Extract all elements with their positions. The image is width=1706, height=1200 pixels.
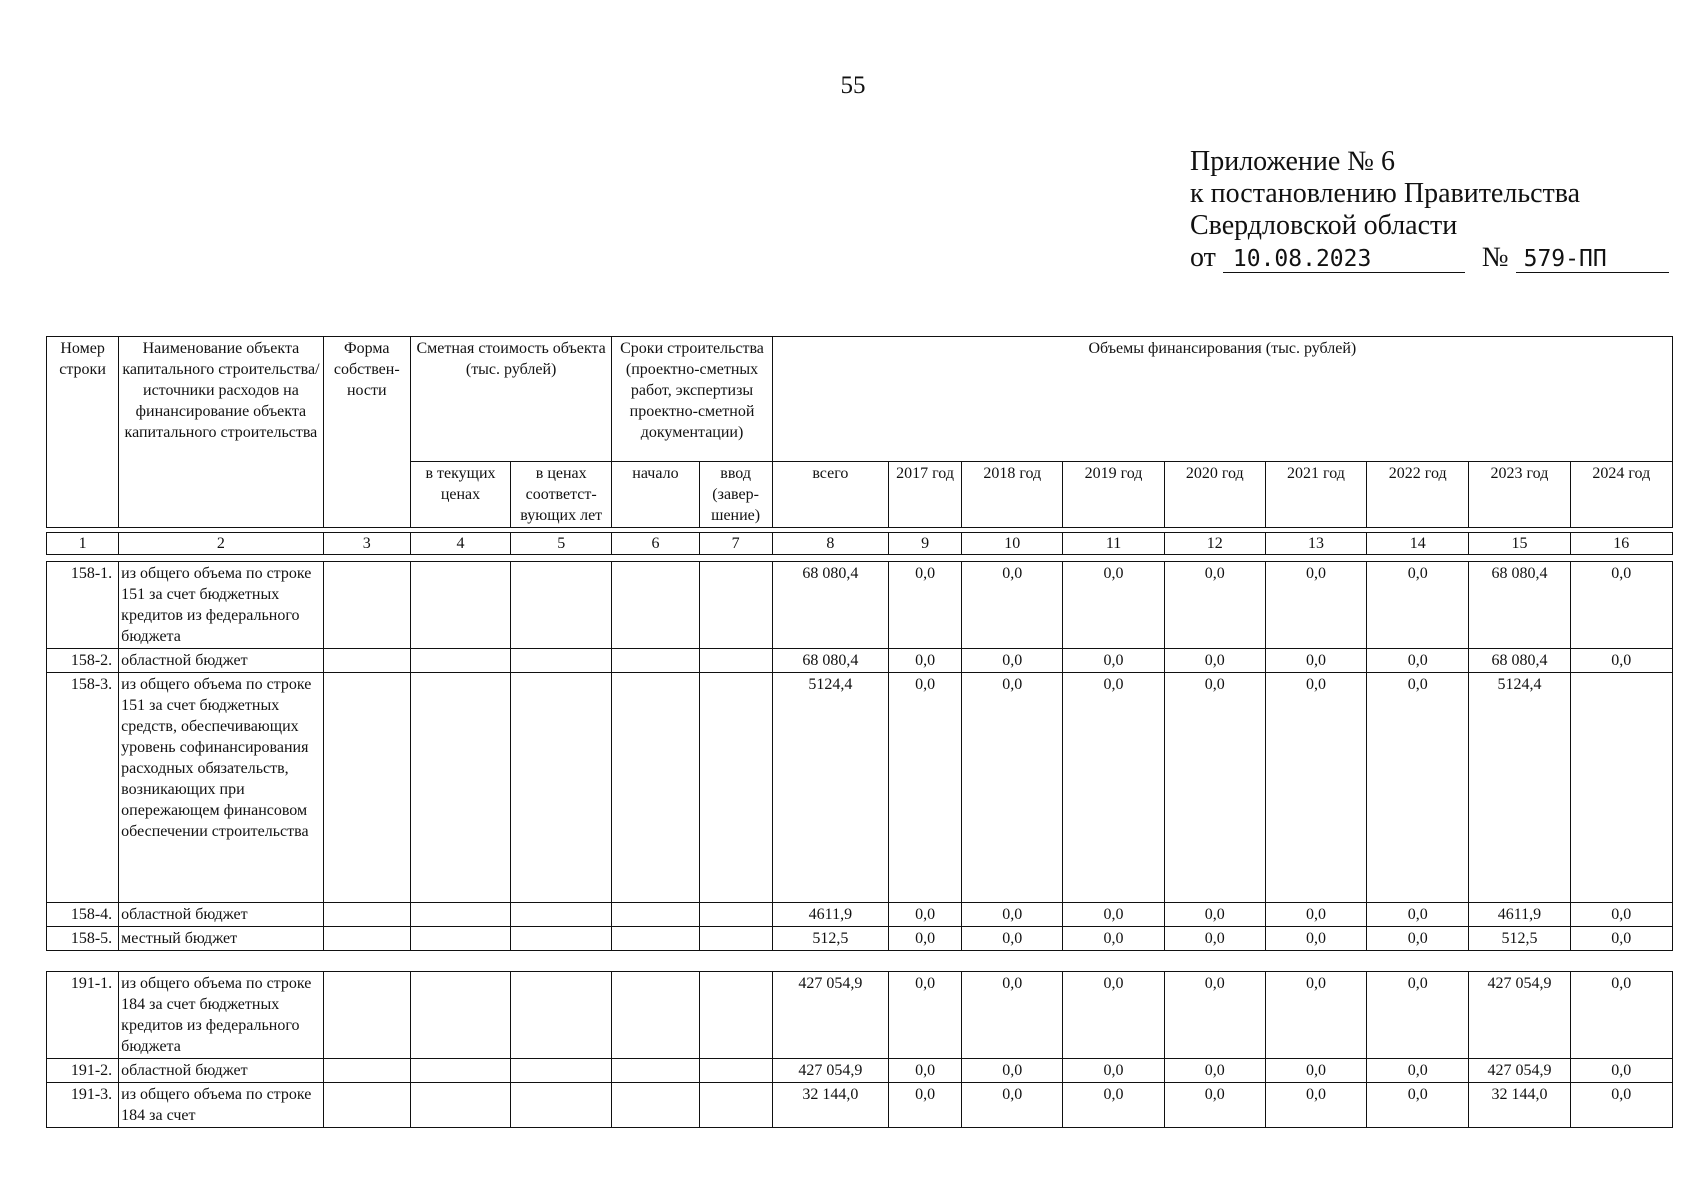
- empty-cell: [699, 972, 772, 1059]
- table-row: [47, 972, 1673, 1059]
- header-year-2017: 2017 год: [888, 462, 961, 528]
- empty-cell: [699, 903, 772, 927]
- column-number: 9: [889, 533, 962, 555]
- row-year-value: 0,0: [1063, 927, 1164, 951]
- row-year-value: 0,0: [1570, 1059, 1672, 1083]
- header-object-name: Наименование объекта капитального строительства/источники расходов на финансирование объекта капитального строительства: [119, 337, 323, 528]
- row-year-value: 0,0: [1570, 649, 1672, 673]
- empty-cell: [612, 972, 699, 1059]
- header-year-2021: 2021 год: [1265, 462, 1366, 528]
- appendix-date-line: [1190, 242, 1669, 274]
- header-row-number: Номер строки: [47, 337, 119, 528]
- row-year-value: 0,0: [889, 903, 962, 927]
- column-number: 14: [1367, 533, 1469, 555]
- column-number: 7: [699, 533, 772, 555]
- row-year-value: 0,0: [1164, 903, 1265, 927]
- row-year-value: 0,0: [1265, 673, 1366, 903]
- empty-cell: [410, 562, 510, 649]
- empty-cell: [410, 903, 510, 927]
- empty-cell: [410, 1083, 510, 1128]
- row-name: областной бюджет: [119, 649, 324, 673]
- empty-cell: [511, 673, 612, 903]
- row-year-value: 0,0: [1367, 903, 1469, 927]
- row-year-value: 0,0: [1063, 649, 1164, 673]
- header-cost: Сметная стоимость объекта (тыс. рублей): [410, 337, 611, 462]
- header-year-2019: 2019 год: [1063, 462, 1164, 528]
- empty-cell: [511, 903, 612, 927]
- row-name: из общего объема по строке 151 за счет бюджетных средств, обеспечивающих уровень софинансирования расходных обязательств, возникающих при опережающем финансовом обеспечении строительства: [119, 673, 324, 903]
- row-total: 5124,4: [772, 673, 888, 903]
- row-number: 191-3.: [47, 1083, 119, 1128]
- empty-cell: [323, 562, 410, 649]
- appendix-title: Приложение № 6: [1190, 146, 1395, 177]
- row-year-value: 0,0: [1367, 562, 1469, 649]
- column-number: 3: [323, 533, 410, 555]
- data-table-block-191: [46, 971, 1673, 1128]
- row-year-value: 0,0: [889, 972, 962, 1059]
- empty-cell: [511, 649, 612, 673]
- empty-cell: [410, 649, 510, 673]
- empty-cell: [612, 1059, 699, 1083]
- row-year-value: 0,0: [1265, 562, 1366, 649]
- row-total: 68 080,4: [772, 649, 888, 673]
- empty-cell: [612, 1083, 699, 1128]
- row-year-value: 32 144,0: [1469, 1083, 1570, 1128]
- empty-cell: [699, 1083, 772, 1128]
- row-number: 191-1.: [47, 972, 119, 1059]
- table-header: [46, 336, 1673, 528]
- row-year-value: 512,5: [1469, 927, 1570, 951]
- row-year-value: 0,0: [962, 1083, 1063, 1128]
- row-number: 158-1.: [47, 562, 119, 649]
- row-year-value: 0,0: [1164, 673, 1265, 903]
- empty-cell: [323, 1083, 410, 1128]
- header-cost-current: в текущих ценах: [410, 462, 510, 528]
- row-year-value: 0,0: [1367, 1083, 1469, 1128]
- header-total: всего: [772, 462, 888, 528]
- row-year-value: 427 054,9: [1469, 972, 1570, 1059]
- row-year-value: 0,0: [1367, 972, 1469, 1059]
- empty-cell: [323, 972, 410, 1059]
- from-label: от: [1190, 242, 1216, 273]
- column-number: 16: [1570, 533, 1672, 555]
- row-year-value: 0,0: [1570, 903, 1672, 927]
- column-number: 8: [772, 533, 888, 555]
- row-year-value: 0,0: [1265, 649, 1366, 673]
- row-year-value: 0,0: [889, 1083, 962, 1128]
- row-year-value: 0,0: [1063, 1083, 1164, 1128]
- empty-cell: [511, 1059, 612, 1083]
- column-number: 12: [1164, 533, 1265, 555]
- row-year-value: 0,0: [1164, 562, 1265, 649]
- row-year-value: 0,0: [1063, 972, 1164, 1059]
- table-row: [47, 1059, 1673, 1083]
- row-year-value: 0,0: [1367, 927, 1469, 951]
- column-number: 13: [1265, 533, 1366, 555]
- column-number: 11: [1063, 533, 1164, 555]
- row-year-value: 0,0: [1570, 1083, 1672, 1128]
- row-year-value: 68 080,4: [1469, 562, 1570, 649]
- table-row: [47, 927, 1673, 951]
- empty-cell: [612, 562, 699, 649]
- empty-cell: [410, 972, 510, 1059]
- row-year-value: 0,0: [889, 673, 962, 903]
- column-numbers-row: [46, 532, 1673, 555]
- empty-cell: [612, 927, 699, 951]
- column-number: 5: [511, 533, 612, 555]
- header-financing: Объемы финансирования (тыс. рублей): [772, 337, 1672, 462]
- row-year-value: 0,0: [1164, 1059, 1265, 1083]
- row-total: 32 144,0: [772, 1083, 888, 1128]
- row-year-value: 427 054,9: [1469, 1059, 1570, 1083]
- row-year-value: 68 080,4: [1469, 649, 1570, 673]
- row-year-value: 0,0: [962, 649, 1063, 673]
- empty-cell: [699, 1059, 772, 1083]
- row-year-value: 0,0: [962, 927, 1063, 951]
- empty-cell: [612, 903, 699, 927]
- table-row: [47, 673, 1673, 903]
- column-number: 4: [410, 533, 510, 555]
- row-year-value: 0,0: [1265, 903, 1366, 927]
- header-year-2023: 2023 год: [1469, 462, 1570, 528]
- row-name: местный бюджет: [119, 927, 324, 951]
- row-total: 512,5: [772, 927, 888, 951]
- row-number: 191-2.: [47, 1059, 119, 1083]
- column-number: 6: [612, 533, 699, 555]
- empty-cell: [323, 1059, 410, 1083]
- empty-cell: [323, 903, 410, 927]
- row-year-value: 0,0: [889, 1059, 962, 1083]
- resolution-date: 10.08.2023: [1223, 246, 1465, 273]
- empty-cell: [511, 562, 612, 649]
- column-number: 15: [1469, 533, 1570, 555]
- row-year-value: 0,0: [1063, 903, 1164, 927]
- empty-cell: [612, 673, 699, 903]
- row-year-value: 0,0: [1063, 1059, 1164, 1083]
- appendix-resolution: к постановлению Правительства: [1190, 178, 1581, 209]
- empty-cell: [699, 673, 772, 903]
- row-year-value: 4611,9: [1469, 903, 1570, 927]
- table-row: [47, 649, 1673, 673]
- page-number: 55: [840, 72, 866, 99]
- row-name: областной бюджет: [119, 1059, 324, 1083]
- empty-cell: [511, 972, 612, 1059]
- row-year-value: 0,0: [889, 562, 962, 649]
- row-year-value: 0,0: [962, 972, 1063, 1059]
- empty-cell: [699, 927, 772, 951]
- row-year-value: 0,0: [1367, 649, 1469, 673]
- header-year-2022: 2022 год: [1367, 462, 1469, 528]
- empty-cell: [323, 649, 410, 673]
- row-name: областной бюджет: [119, 903, 324, 927]
- header-year-2020: 2020 год: [1164, 462, 1265, 528]
- empty-cell: [699, 649, 772, 673]
- row-year-value: 0,0: [1570, 562, 1672, 649]
- row-name: из общего объема по строке 184 за счет: [119, 1083, 324, 1128]
- row-year-value: 5124,4: [1469, 673, 1570, 903]
- row-total: 427 054,9: [772, 1059, 888, 1083]
- row-year-value: 0,0: [1265, 1083, 1366, 1128]
- empty-cell: [323, 927, 410, 951]
- row-number: 158-3.: [47, 673, 119, 903]
- empty-cell: [410, 1059, 510, 1083]
- row-year-value: 0,0: [1367, 673, 1469, 903]
- row-year-value: 0,0: [889, 927, 962, 951]
- row-year-value: 0,0: [962, 673, 1063, 903]
- header-terms: Сроки строительства (проектно-сметных работ, экспертизы проектно-сметной документации): [612, 337, 772, 462]
- row-name: из общего объема по строке 151 за счет бюджетных кредитов из федерального бюджета: [119, 562, 324, 649]
- row-year-value: 0,0: [1367, 1059, 1469, 1083]
- header-terms-end: ввод (завер-шение): [699, 462, 772, 528]
- empty-cell: [410, 673, 510, 903]
- table-row: [47, 562, 1673, 649]
- data-table-block-158: [46, 561, 1673, 951]
- row-number: 158-5.: [47, 927, 119, 951]
- header-terms-start: начало: [612, 462, 699, 528]
- row-total: 4611,9: [772, 903, 888, 927]
- row-year-value: 0,0: [1063, 673, 1164, 903]
- table-row: [47, 903, 1673, 927]
- header-ownership: Форма собствен-ности: [323, 337, 410, 528]
- header-year-2024: 2024 год: [1570, 462, 1672, 528]
- empty-cell: [511, 927, 612, 951]
- row-year-value: 0,0: [1570, 927, 1672, 951]
- empty-cell: [699, 562, 772, 649]
- row-year-value: 0,0: [1265, 927, 1366, 951]
- empty-cell: [511, 1083, 612, 1128]
- appendix-region: Свердловской области: [1190, 210, 1458, 241]
- row-year-value: 0,0: [1164, 927, 1265, 951]
- column-number: 10: [962, 533, 1063, 555]
- row-year-value: 0,0: [1265, 972, 1366, 1059]
- row-year-value: 0,0: [1164, 1083, 1265, 1128]
- empty-cell: [612, 649, 699, 673]
- row-year-value: 0,0: [1164, 649, 1265, 673]
- number-label: №: [1481, 242, 1509, 273]
- column-number: 1: [47, 533, 119, 555]
- header-year-2018: 2018 год: [962, 462, 1063, 528]
- row-year-value: 0,0: [962, 903, 1063, 927]
- row-year-value: 0,0: [1570, 972, 1672, 1059]
- empty-cell: [410, 927, 510, 951]
- header-cost-years: в ценах соответст-вующих лет: [511, 462, 612, 528]
- row-number: 158-4.: [47, 903, 119, 927]
- row-name: из общего объема по строке 184 за счет бюджетных кредитов из федерального бюджета: [119, 972, 324, 1059]
- resolution-number: 579-ПП: [1516, 246, 1669, 273]
- empty-cell: [323, 673, 410, 903]
- row-year-value: 0,0: [962, 1059, 1063, 1083]
- column-number: 2: [119, 533, 324, 555]
- row-total: 68 080,4: [772, 562, 888, 649]
- row-total: 427 054,9: [772, 972, 888, 1059]
- row-year-value: 0,0: [1265, 1059, 1366, 1083]
- row-year-value: [1570, 673, 1672, 903]
- row-year-value: 0,0: [962, 562, 1063, 649]
- row-year-value: 0,0: [1164, 972, 1265, 1059]
- row-year-value: 0,0: [889, 649, 962, 673]
- row-year-value: 0,0: [1063, 562, 1164, 649]
- appendix-header: [1190, 146, 1669, 274]
- table-row: [47, 1083, 1673, 1128]
- row-number: 158-2.: [47, 649, 119, 673]
